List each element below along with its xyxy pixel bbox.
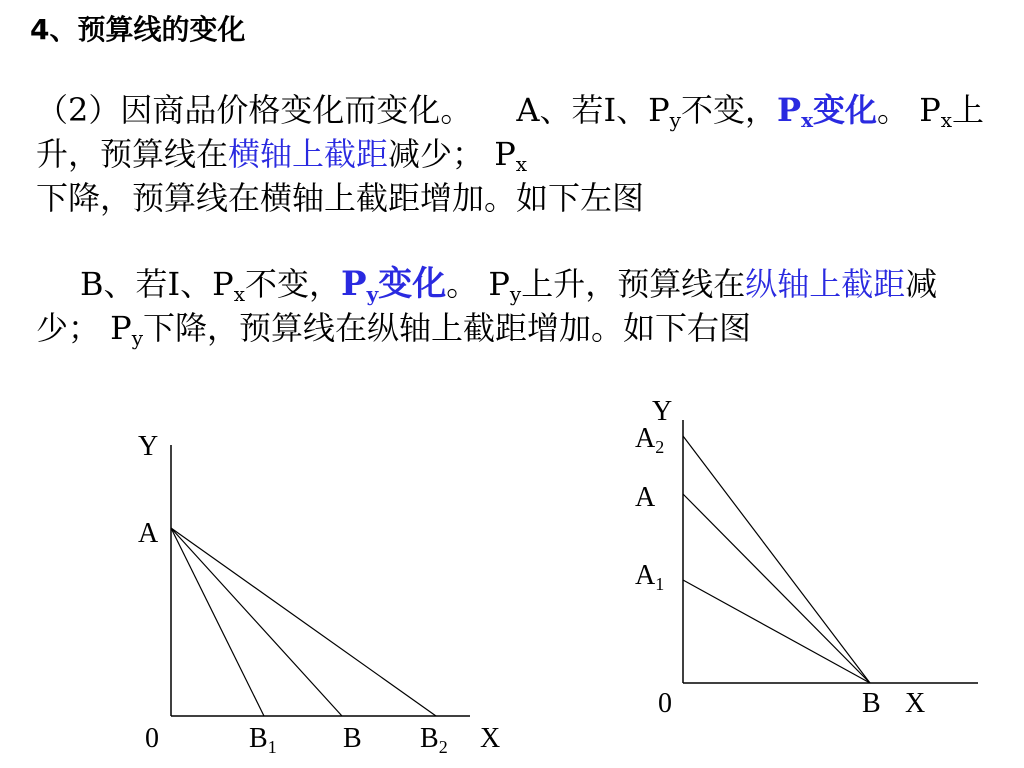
budget-line-a1-b xyxy=(683,580,870,683)
emphasis-text: 变化 xyxy=(813,91,878,129)
para-a-s7: 下降，预算线在横轴上截距增加。如下左图 xyxy=(36,179,645,217)
para-a-s6: 减少； P xyxy=(388,135,516,173)
para-a-s4: 。 P xyxy=(877,91,941,129)
right-point-a2: $A_2$ xyxy=(635,423,665,457)
budget-line-a-b xyxy=(683,494,870,683)
emphasis-sub: y xyxy=(366,282,379,306)
budget-line-a-b xyxy=(171,528,342,716)
right-point-a: A xyxy=(635,482,656,513)
left-origin: 0 xyxy=(145,723,159,754)
slide-title: 4、预算线的变化 xyxy=(30,13,246,46)
horizontal-intercept-highlight: 横轴上截距 xyxy=(228,135,389,173)
para-a-s1: （2）因商品价格变化而变化。 xyxy=(36,91,473,129)
left-graph xyxy=(138,431,500,757)
right-point-a1: $A_1$ xyxy=(635,560,665,594)
vertical-intercept-highlight: 纵轴上截距 xyxy=(745,265,906,303)
para-b-s6: 下降，预算线在纵轴上截距增加。如下右图 xyxy=(143,309,752,347)
left-point-b1: $B_1$ xyxy=(249,723,277,757)
para-b-s1: B、若I、P xyxy=(80,265,234,303)
left-point-a: A xyxy=(138,518,159,549)
emphasis-text: 变化 xyxy=(378,264,447,304)
right-x-label: X xyxy=(905,688,926,719)
budget-line-a2-b xyxy=(683,436,870,683)
para-a-sub-x1: x xyxy=(940,108,953,132)
para-b-s3: 。 P xyxy=(446,265,510,303)
left-point-b2: $B_2$ xyxy=(420,723,448,757)
right-graph xyxy=(635,396,978,719)
budget-line-a-b2 xyxy=(171,528,436,716)
para-b-sub-y2: y xyxy=(131,326,144,350)
para-b-s5: 减少； P xyxy=(36,265,938,347)
emphasis-p: P xyxy=(341,264,367,304)
emphasis-p: P xyxy=(777,91,802,129)
para-b-s4: 上升，预算线在 xyxy=(521,265,746,303)
para-b-sub-y1: y xyxy=(509,282,522,306)
right-point-b: B xyxy=(862,688,881,719)
right-y-label: Y xyxy=(652,396,673,427)
para-a-s3: 不变， xyxy=(680,91,777,129)
left-x-label: X xyxy=(480,723,501,754)
para-b-s2: 不变， xyxy=(244,265,341,303)
budget-line-a-b1 xyxy=(171,528,264,716)
right-origin: 0 xyxy=(658,688,672,719)
para-a-sub-x2: x xyxy=(515,152,528,176)
para-a-sub-y1: y xyxy=(669,108,681,132)
left-y-label: Y xyxy=(138,431,159,462)
para-b-sub-x: x xyxy=(233,282,245,306)
left-point-b: B xyxy=(343,723,362,754)
emphasis-sub: x xyxy=(801,108,813,132)
para-a-s5: 上升，预算线在 xyxy=(36,91,985,173)
para-a-s2: A、若I、P xyxy=(516,91,670,129)
